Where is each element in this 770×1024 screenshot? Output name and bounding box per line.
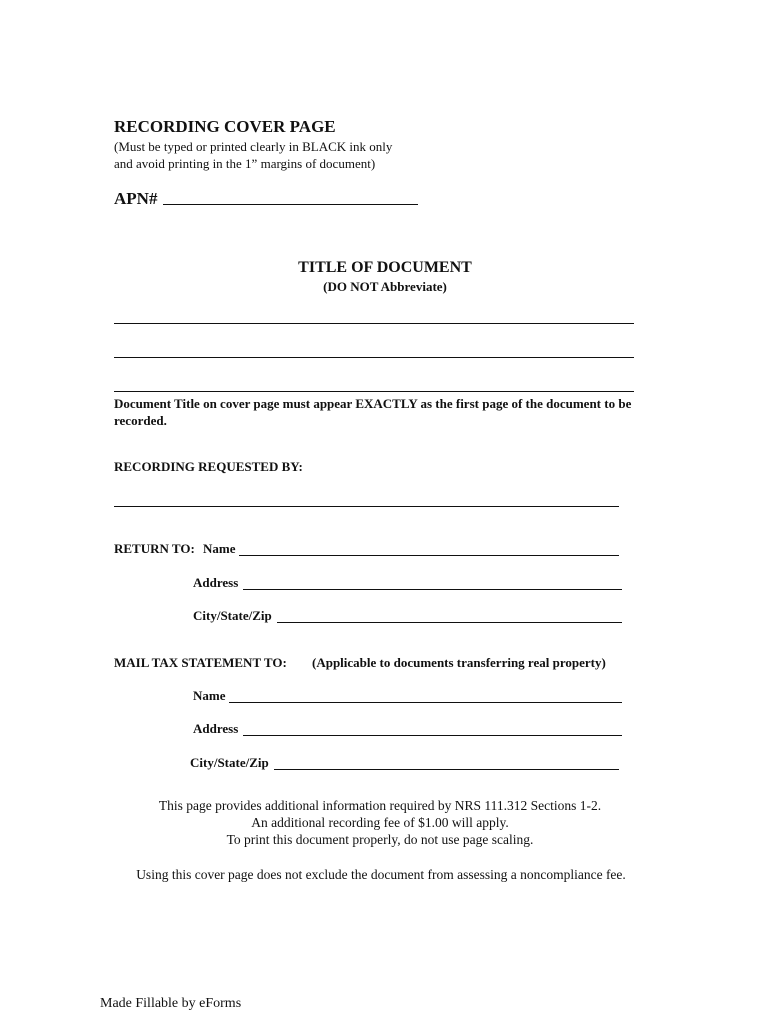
document-title-heading: TITLE OF DOCUMENT [298, 259, 472, 276]
return-to-name-label: Name [203, 541, 236, 556]
recording-fee-line: An additional recording fee of $1.00 will apply. [251, 815, 509, 830]
mail-tax-address-label: Address [193, 721, 239, 736]
apn-label: APN# [114, 189, 158, 208]
document-title-line-2[interactable] [114, 340, 634, 358]
recording-requested-label: RECORDING REQUESTED BY: [114, 459, 303, 474]
return-to-label: RETURN TO: [114, 541, 195, 556]
instructions-line-2: and avoid printing in the 1” margins of document) [114, 156, 376, 171]
mail-tax-name-input[interactable] [229, 686, 622, 703]
document-title-subheading: (DO NOT Abbreviate) [323, 279, 447, 294]
mail-tax-note: (Applicable to documents transferring real property) [312, 655, 606, 670]
mail-tax-address-input[interactable] [243, 719, 622, 736]
document-title-line-1[interactable] [114, 306, 634, 324]
apn-input[interactable] [163, 188, 418, 205]
return-to-city-label: City/State/Zip [193, 608, 272, 623]
nrs-info-line: This page provides additional information required by NRS 111.312 Sections 1-2. [158, 798, 602, 813]
return-to-address-label: Address [193, 575, 239, 590]
mail-tax-city-label: City/State/Zip [190, 755, 269, 770]
document-title-notice: Document Title on cover page must appear EXACTLY as the first page of the document to be recorded. [114, 396, 632, 428]
made-fillable-credit: Made Fillable by eForms [100, 996, 242, 1011]
mail-tax-name-label: Name [193, 688, 226, 703]
mail-tax-city-input[interactable] [274, 753, 619, 770]
page-title: RECORDING COVER PAGE [114, 117, 336, 136]
recording-requested-input[interactable] [114, 489, 619, 507]
return-to-name-input[interactable] [239, 539, 619, 556]
document-title-line-3[interactable] [114, 374, 634, 392]
return-to-city-input[interactable] [277, 606, 622, 623]
return-to-address-input[interactable] [243, 573, 622, 590]
mail-tax-label: MAIL TAX STATEMENT TO: [114, 655, 287, 670]
instructions-line-1: (Must be typed or printed clearly in BLACK ink only [114, 139, 393, 154]
noncompliance-fee-note: Using this cover page does not exclude the document from assessing a noncompliance fee. [136, 867, 626, 882]
print-scaling-line: To print this document properly, do not use page scaling. [226, 832, 534, 847]
